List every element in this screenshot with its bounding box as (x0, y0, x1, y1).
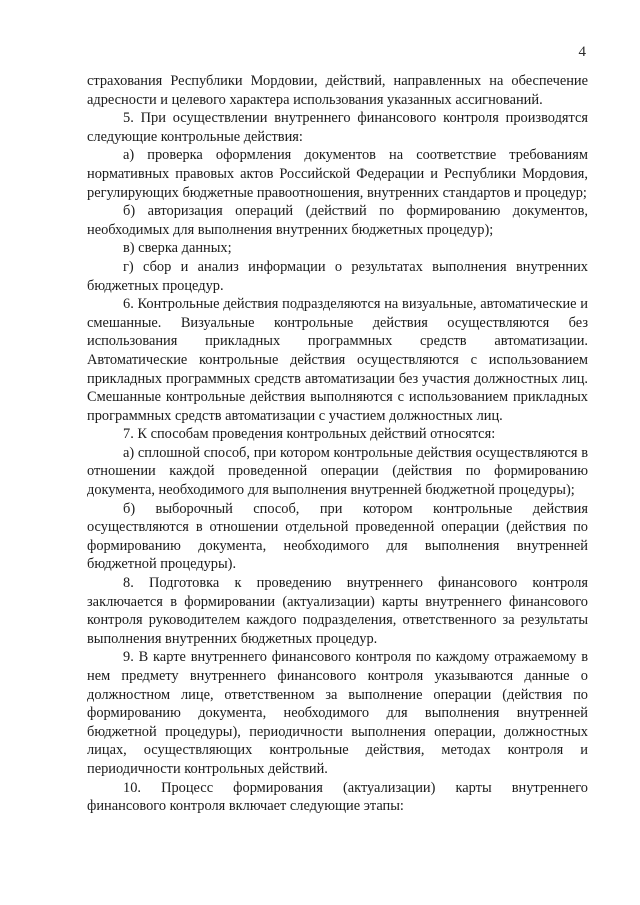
document-body (87, 72, 588, 816)
page-number: 4 (578, 44, 586, 60)
paragraph-10: 10. Процесс формирования (актуализации) карты внутреннего финансового контроля включает следующие этапы: (87, 779, 588, 815)
paragraph-8: 8. Подготовка к проведению внутреннего финансового контроля заключается в формировании (актуализации) карты внутреннего финансового контроля руководителем каждого подразделения, ответственного за результаты выполнения внутренних бюджетных процедур. (87, 575, 588, 647)
paragraph-5g: г) сбор и анализ информации о результатах выполнения внутренних бюджетных процедур. (87, 258, 588, 294)
paragraph-5a: а) проверка оформления документов на соответствие требованиям нормативных правовых актов Российской Федерации и Республики Мордовия, регулирующих бюджетные правоотношения, внутренних стандартов и процедур; (87, 147, 588, 201)
paragraph-9: 9. В карте внутреннего финансового контроля по каждому отражаемому в нем предмету внутреннего финансового контроля указываются данные о должностном лице, ответственном за выполнение операции (действия по формированию документа, необходимого для выполнения внутренней бюджетной процедуры), периодичности выполнения операции, должностных лицах, осуществляющих контрольные действия, методах контроля и периодичности контрольных действий. (87, 649, 588, 777)
paragraph-continuation: страхования Республики Мордовии, действий, направленных на обеспечение адресности и целевого характера использования указанных ассигнований. (87, 73, 588, 108)
paragraph-7: 7. К способам проведения контрольных действий относятся: (123, 426, 496, 443)
paragraph-5: 5. При осуществлении внутреннего финансового контроля производятся следующие контрольные действия: (87, 110, 588, 145)
paragraph-7b: б) выборочный способ, при котором контрольные действия осуществляются в отношении отдельной проведенной операции (действия по формированию документа, необходимого для выполнения внутренней бюджетной процедуры). (87, 500, 588, 573)
paragraph-6: 6. Контрольные действия подразделяются на визуальные, автоматические и смешанные. Визуальные контрольные действия осуществляются без использования прикладных программных средств автоматизации. Автоматические контрольные действия осуществляются с использованием прикладных программных средств автоматизации без участия должностных лиц. Смешанные контрольные действия выполняются с использованием прикладных программных средств автоматизации с участием должностных лиц. (87, 296, 588, 424)
paragraph-5v: в) сверка данных; (123, 240, 232, 257)
paragraph-5b: б) авторизация операций (действий по формированию документов, необходимых для выполнения внутренних бюджетных процедур); (87, 203, 588, 238)
paragraph-7a: а) сплошной способ, при котором контрольные действия осуществляются в отношении каждой проведенной операции (действия по формированию документа, необходимого для выполнения внутренней бюджетной процедуры); (87, 444, 588, 499)
